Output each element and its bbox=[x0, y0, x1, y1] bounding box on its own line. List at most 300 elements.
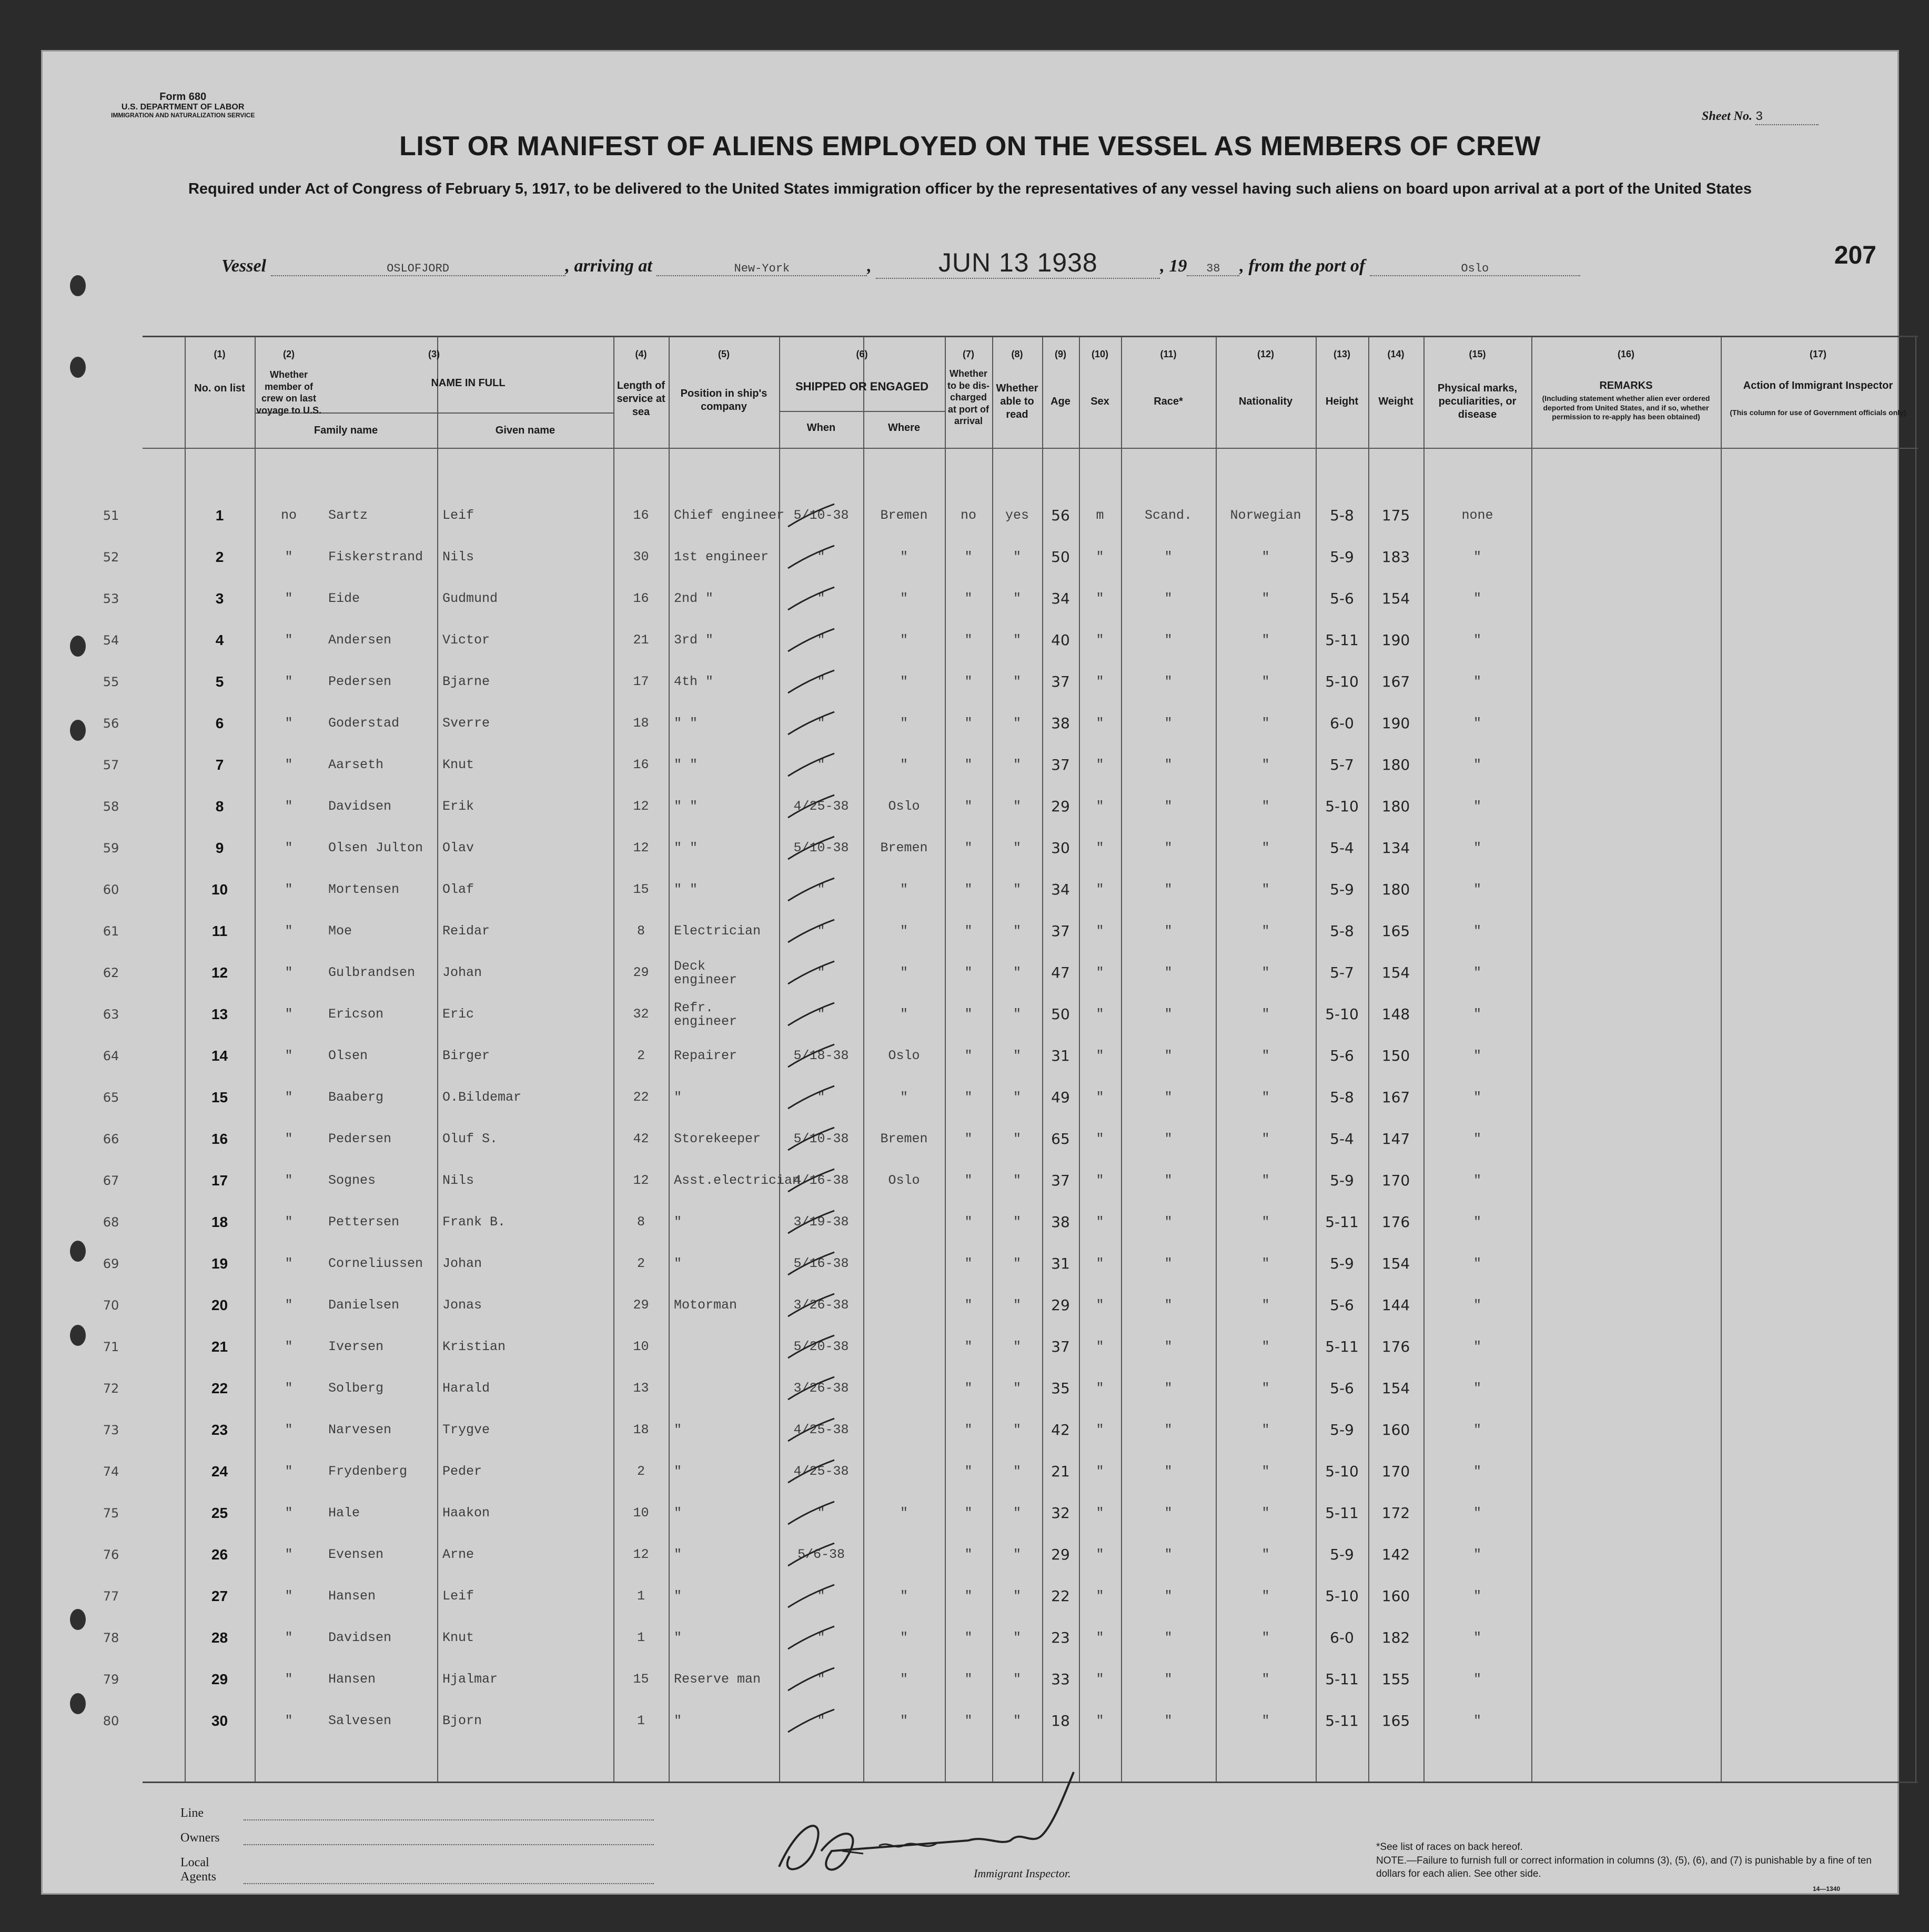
table-row bbox=[103, 1410, 1918, 1451]
cell-no: 26 bbox=[211, 1546, 228, 1563]
check-mark-icon bbox=[787, 1666, 837, 1693]
cell-family: Sartz bbox=[328, 508, 368, 523]
cell-read: " bbox=[1013, 632, 1021, 648]
header-height: Height bbox=[1325, 396, 1359, 407]
cell-height: 5-6 bbox=[1330, 590, 1354, 607]
cell-length: 16 bbox=[633, 508, 649, 523]
header-shipped-engaged: SHIPPED OR ENGAGED bbox=[795, 380, 929, 393]
cell-no: 3 bbox=[215, 590, 224, 607]
cell-weight: 154 bbox=[1381, 590, 1410, 607]
cell-nat: " bbox=[1261, 1630, 1270, 1645]
cell-no: 7 bbox=[215, 757, 224, 773]
header-remarks-note: (Including statement whether alien ever ordered deported from United States, and if so, whether permission to re-apply has been obtained) bbox=[1542, 394, 1710, 421]
cell-read: " bbox=[1013, 1048, 1021, 1063]
header-discharged: Whether to be dis-charged at port of arrival bbox=[947, 368, 989, 426]
cell-length: 12 bbox=[633, 1547, 649, 1562]
cell-height: 5-9 bbox=[1330, 1255, 1354, 1272]
cell-weight: 180 bbox=[1381, 881, 1410, 898]
cell-marks: " bbox=[1473, 1090, 1481, 1105]
cell-length: 29 bbox=[633, 1297, 649, 1313]
cell-when: " bbox=[817, 757, 825, 772]
cell-where bbox=[863, 1534, 945, 1575]
cell-given: Frank B. bbox=[442, 1214, 506, 1230]
cell-family: Davidsen bbox=[328, 1630, 392, 1645]
cell-where: Bremen bbox=[880, 840, 928, 856]
cell-where: " bbox=[900, 1630, 908, 1645]
cell-position: " bbox=[674, 1505, 682, 1521]
cell-nat: " bbox=[1261, 1256, 1270, 1271]
cell-race: " bbox=[1164, 1588, 1173, 1604]
cell-marks: " bbox=[1473, 799, 1481, 814]
cell-weight: 154 bbox=[1381, 964, 1410, 981]
cell-age: 42 bbox=[1051, 1421, 1070, 1438]
cell-no: 27 bbox=[211, 1588, 228, 1604]
page-subtitle: Required under Act of Congress of February 5, 1917, to be delivered to the United States immigration officer by the representatives of any vessel having such aliens on board upon arrival at a port of the United States bbox=[188, 180, 1752, 197]
cell-read: " bbox=[1013, 923, 1021, 939]
cell-member: no bbox=[280, 508, 297, 523]
cell-where: " bbox=[900, 674, 908, 689]
cell-member: " bbox=[285, 674, 293, 689]
table-row bbox=[103, 1243, 1918, 1284]
cell-no: 12 bbox=[211, 964, 228, 981]
cell-sex: m bbox=[1096, 508, 1104, 523]
table-row bbox=[103, 1160, 1918, 1201]
margin-line-number: 64 bbox=[103, 1049, 119, 1063]
cell-weight: 155 bbox=[1381, 1671, 1410, 1688]
margin-line-number: 65 bbox=[103, 1090, 119, 1105]
cell-marks: " bbox=[1473, 1588, 1481, 1604]
cell-read: " bbox=[1013, 1672, 1021, 1687]
cell-position: " bbox=[674, 1713, 682, 1728]
header-where: Where bbox=[887, 422, 921, 434]
cell-sex: " bbox=[1096, 591, 1104, 606]
cell-when: 4/25-38 bbox=[793, 1464, 849, 1479]
cell-marks: " bbox=[1473, 1630, 1481, 1645]
cell-member: " bbox=[285, 1630, 293, 1645]
col-num: (12) bbox=[1257, 349, 1274, 359]
cell-member: " bbox=[285, 716, 293, 731]
margin-line-number: 52 bbox=[103, 550, 119, 565]
cell-family: Andersen bbox=[328, 632, 392, 648]
cell-age: 47 bbox=[1051, 964, 1070, 981]
cell-nat: " bbox=[1261, 1713, 1270, 1728]
margin-line-number: 66 bbox=[103, 1132, 119, 1146]
cell-disch: " bbox=[964, 1339, 973, 1354]
col-num: (5) bbox=[718, 349, 730, 359]
cell-race: " bbox=[1164, 632, 1173, 648]
cell-family: Hansen bbox=[328, 1672, 376, 1687]
manifest-sheet bbox=[41, 50, 1906, 1895]
cell-marks: " bbox=[1473, 1381, 1481, 1396]
form-code: 14—1340 bbox=[1813, 1885, 1841, 1893]
cell-nat: " bbox=[1261, 1339, 1270, 1354]
col-num: (17) bbox=[1809, 349, 1826, 359]
cell-read: " bbox=[1013, 1505, 1021, 1521]
cell-read: " bbox=[1013, 965, 1021, 980]
cell-age: 31 bbox=[1051, 1047, 1070, 1064]
cell-where bbox=[863, 1410, 945, 1451]
cell-given: Olav bbox=[442, 840, 474, 856]
cell-marks: " bbox=[1473, 674, 1481, 689]
cell-given: Haakon bbox=[442, 1505, 490, 1521]
table-row bbox=[103, 578, 1918, 619]
cell-nat: " bbox=[1261, 1214, 1270, 1230]
cell-weight: 176 bbox=[1381, 1338, 1410, 1355]
cell-family: Mortensen bbox=[328, 882, 400, 897]
arriving-label: , arriving at bbox=[565, 256, 652, 276]
cell-where bbox=[863, 1326, 945, 1367]
cell-sex: " bbox=[1096, 1672, 1104, 1687]
cell-height: 5-10 bbox=[1325, 798, 1359, 815]
cell-where: Bremen bbox=[880, 508, 928, 523]
footer-fields bbox=[180, 1806, 654, 1895]
sheet-number-value: 3 bbox=[1755, 110, 1819, 125]
table-row bbox=[103, 1659, 1918, 1700]
cell-age: 37 bbox=[1051, 756, 1070, 773]
cell-family: Frydenberg bbox=[328, 1464, 408, 1479]
cell-family: Pettersen bbox=[328, 1214, 400, 1230]
cell-where: " bbox=[900, 923, 908, 939]
cell-age: 37 bbox=[1051, 922, 1070, 940]
cell-position: Storekeeper bbox=[674, 1131, 761, 1146]
cell-weight: 180 bbox=[1381, 798, 1410, 815]
cell-sex: " bbox=[1096, 965, 1104, 980]
punch-hole bbox=[70, 357, 86, 378]
cell-marks: " bbox=[1473, 882, 1481, 897]
cell-member: " bbox=[285, 1713, 293, 1728]
margin-line-number: 77 bbox=[103, 1589, 119, 1604]
cell-no: 14 bbox=[211, 1048, 228, 1064]
cell-read: " bbox=[1013, 1381, 1021, 1396]
cell-length: 13 bbox=[633, 1381, 649, 1396]
cell-height: 6-0 bbox=[1330, 715, 1354, 732]
cell-given: Victor bbox=[442, 632, 490, 648]
cell-when: " bbox=[817, 882, 825, 897]
cell-height: 5-9 bbox=[1330, 1421, 1354, 1438]
cell-where: Oslo bbox=[888, 1173, 920, 1188]
cell-family: Evensen bbox=[328, 1547, 384, 1562]
cell-no: 9 bbox=[215, 840, 224, 856]
check-mark-icon bbox=[787, 1500, 837, 1526]
cell-position: Motorman bbox=[674, 1297, 738, 1313]
cell-length: 18 bbox=[633, 716, 649, 731]
cell-height: 5-11 bbox=[1325, 631, 1359, 649]
cell-when: 3/19-38 bbox=[793, 1214, 849, 1230]
cell-given: Erik bbox=[442, 799, 474, 814]
cell-read: " bbox=[1013, 549, 1021, 565]
cell-position: " bbox=[674, 1588, 682, 1604]
cell-family: Ericson bbox=[328, 1007, 384, 1022]
cell-weight: 167 bbox=[1381, 1089, 1410, 1106]
cell-age: 23 bbox=[1051, 1629, 1070, 1646]
cell-length: 12 bbox=[633, 840, 649, 856]
cell-no: 5 bbox=[215, 673, 224, 690]
cell-disch: " bbox=[964, 1422, 973, 1437]
cell-read: " bbox=[1013, 757, 1021, 772]
cell-disch: no bbox=[960, 508, 976, 523]
margin-line-number: 67 bbox=[103, 1173, 119, 1188]
cell-position: " " bbox=[674, 716, 698, 731]
cell-when: 5/6-38 bbox=[797, 1547, 845, 1562]
cell-marks: none bbox=[1461, 508, 1493, 523]
cell-age: 35 bbox=[1051, 1380, 1070, 1397]
cell-marks: " bbox=[1473, 1048, 1481, 1063]
cell-height: 5-9 bbox=[1330, 1546, 1354, 1563]
check-mark-icon bbox=[787, 1209, 837, 1235]
cell-race: " bbox=[1164, 1048, 1173, 1063]
col-num: (11) bbox=[1160, 349, 1177, 359]
service-name: IMMIGRATION AND NATURALIZATION SERVICE bbox=[111, 111, 255, 119]
cell-race: " bbox=[1164, 1422, 1173, 1437]
check-mark-icon bbox=[787, 1043, 837, 1069]
table-row bbox=[103, 620, 1918, 661]
cell-length: 2 bbox=[637, 1048, 645, 1063]
cell-nat: " bbox=[1261, 1048, 1270, 1063]
cell-race: " bbox=[1164, 1173, 1173, 1188]
cell-position: " bbox=[674, 1090, 682, 1105]
cell-position: " bbox=[674, 1256, 682, 1271]
cell-disch: " bbox=[964, 923, 973, 939]
cell-family: Iversen bbox=[328, 1339, 384, 1354]
cell-no: 30 bbox=[211, 1713, 228, 1729]
margin-line-number: 80 bbox=[103, 1714, 119, 1728]
margin-line-number: 53 bbox=[103, 591, 119, 606]
cell-sex: " bbox=[1096, 1713, 1104, 1728]
cell-no: 6 bbox=[215, 715, 224, 731]
cell-nat: " bbox=[1261, 549, 1270, 565]
cell-weight: 160 bbox=[1381, 1587, 1410, 1605]
cell-disch: " bbox=[964, 840, 973, 856]
cell-where: " bbox=[900, 1588, 908, 1604]
check-mark-icon bbox=[787, 1417, 837, 1443]
table-row bbox=[103, 911, 1918, 952]
margin-line-number: 59 bbox=[103, 841, 119, 856]
cell-disch: " bbox=[964, 1173, 973, 1188]
footer-notes bbox=[1376, 1840, 1881, 1881]
year-value: 38 bbox=[1187, 262, 1239, 276]
cell-sex: " bbox=[1096, 1090, 1104, 1105]
col-num: (3) bbox=[428, 349, 440, 359]
cell-disch: " bbox=[964, 1297, 973, 1313]
cell-nat: " bbox=[1261, 1672, 1270, 1687]
cell-weight: 165 bbox=[1381, 922, 1410, 940]
cell-nat: " bbox=[1261, 716, 1270, 731]
cell-where: Bremen bbox=[880, 1131, 928, 1146]
cell-sex: " bbox=[1096, 1214, 1104, 1230]
check-mark-icon bbox=[787, 1375, 837, 1402]
cell-age: 29 bbox=[1051, 1296, 1070, 1314]
cell-sex: " bbox=[1096, 632, 1104, 648]
cell-weight: 142 bbox=[1381, 1546, 1410, 1563]
check-mark-icon bbox=[787, 1625, 837, 1651]
sheet-number-label: Sheet No. bbox=[1702, 109, 1752, 123]
cell-read: " bbox=[1013, 799, 1021, 814]
margin-line-number: 74 bbox=[103, 1464, 119, 1479]
cell-where bbox=[863, 1243, 945, 1284]
cell-length: 12 bbox=[633, 1173, 649, 1188]
form-number: Form 680 bbox=[159, 91, 207, 103]
cell-length: 2 bbox=[637, 1256, 645, 1271]
cell-member: " bbox=[285, 757, 293, 772]
cell-where: " bbox=[900, 591, 908, 606]
check-mark-icon bbox=[787, 1708, 837, 1734]
punch-hole bbox=[70, 275, 86, 296]
cell-length: 15 bbox=[633, 882, 649, 897]
cell-when: 5/10-38 bbox=[793, 840, 849, 856]
table-row bbox=[103, 1035, 1918, 1076]
cell-no: 10 bbox=[211, 881, 228, 898]
line-field[interactable] bbox=[244, 1819, 654, 1820]
cell-sex: " bbox=[1096, 1173, 1104, 1188]
from-port: Oslo bbox=[1370, 262, 1580, 276]
cell-height: 5-6 bbox=[1330, 1047, 1354, 1064]
cell-disch: " bbox=[964, 716, 973, 731]
cell-marks: " bbox=[1473, 840, 1481, 856]
cell-family: Salvesen bbox=[328, 1713, 392, 1728]
cell-when: " bbox=[817, 1713, 825, 1728]
cell-family: Davidsen bbox=[328, 799, 392, 814]
cell-race: " bbox=[1164, 1256, 1173, 1271]
cell-where bbox=[863, 1202, 945, 1243]
cell-no: 4 bbox=[215, 632, 224, 648]
cell-when: 5/10-38 bbox=[793, 1131, 849, 1146]
punch-hole bbox=[70, 1325, 86, 1346]
cell-disch: " bbox=[964, 1464, 973, 1479]
cell-height: 5-11 bbox=[1325, 1671, 1359, 1688]
col-num: (6) bbox=[856, 349, 868, 359]
cell-weight: 170 bbox=[1381, 1172, 1410, 1189]
cell-race: " bbox=[1164, 1007, 1173, 1022]
cell-length: 42 bbox=[633, 1131, 649, 1146]
cell-sex: " bbox=[1096, 799, 1104, 814]
owners-field[interactable] bbox=[244, 1844, 654, 1845]
table-row bbox=[103, 1493, 1918, 1534]
cell-position: 4th " bbox=[674, 674, 714, 689]
cell-sex: " bbox=[1096, 1339, 1104, 1354]
table-row bbox=[103, 703, 1918, 744]
cell-age: 37 bbox=[1051, 1172, 1070, 1189]
cell-no: 23 bbox=[211, 1422, 228, 1438]
cell-when: " bbox=[817, 923, 825, 939]
cell-sex: " bbox=[1096, 1422, 1104, 1437]
margin-line-number: 70 bbox=[103, 1298, 119, 1313]
cell-height: 5-6 bbox=[1330, 1296, 1354, 1314]
cell-disch: " bbox=[964, 1007, 973, 1022]
cell-no: 19 bbox=[211, 1255, 228, 1272]
check-mark-icon bbox=[787, 793, 837, 820]
cell-disch: " bbox=[964, 1131, 973, 1146]
check-mark-icon bbox=[787, 752, 837, 778]
header-weight: Weight bbox=[1378, 396, 1413, 407]
cell-no: 17 bbox=[211, 1172, 228, 1189]
cell-when: 4/25-38 bbox=[793, 799, 849, 814]
cell-where: " bbox=[900, 965, 908, 980]
cell-weight: 147 bbox=[1381, 1130, 1410, 1148]
cell-family: Sognes bbox=[328, 1173, 376, 1188]
cell-race: " bbox=[1164, 1339, 1173, 1354]
cell-disch: " bbox=[964, 799, 973, 814]
check-mark-icon bbox=[787, 918, 837, 944]
punch-hole bbox=[70, 1609, 86, 1630]
cell-member: " bbox=[285, 1173, 293, 1188]
cell-marks: " bbox=[1473, 591, 1481, 606]
cell-disch: " bbox=[964, 1048, 973, 1063]
cell-race: " bbox=[1164, 549, 1173, 565]
margin-line-number: 73 bbox=[103, 1423, 119, 1437]
cell-member: " bbox=[285, 1422, 293, 1437]
cell-nat: " bbox=[1261, 1131, 1270, 1146]
cell-weight: 134 bbox=[1381, 839, 1410, 857]
table-row bbox=[103, 495, 1918, 536]
cell-sex: " bbox=[1096, 1256, 1104, 1271]
table-row bbox=[103, 786, 1918, 827]
cell-given: Olaf bbox=[442, 882, 474, 897]
cell-disch: " bbox=[964, 1381, 973, 1396]
cell-position: Electrician bbox=[674, 923, 761, 939]
header-able-to-read: Whether able to read bbox=[996, 383, 1038, 420]
cell-sex: " bbox=[1096, 674, 1104, 689]
cell-height: 5-11 bbox=[1325, 1213, 1359, 1231]
cell-when: " bbox=[817, 1672, 825, 1687]
cell-marks: " bbox=[1473, 716, 1481, 731]
cell-member: " bbox=[285, 1090, 293, 1105]
table-row bbox=[103, 952, 1918, 993]
cell-height: 5-10 bbox=[1325, 1005, 1359, 1023]
cell-nat: " bbox=[1261, 840, 1270, 856]
col-num: (9) bbox=[1055, 349, 1066, 359]
col-num: (14) bbox=[1387, 349, 1405, 359]
cell-nat: " bbox=[1261, 882, 1270, 897]
check-mark-icon bbox=[787, 1126, 837, 1152]
header-race: Race* bbox=[1154, 396, 1183, 407]
margin-line-number: 57 bbox=[103, 758, 119, 772]
cell-member: " bbox=[285, 549, 293, 565]
cell-where: " bbox=[900, 1713, 908, 1728]
cell-race: " bbox=[1164, 1381, 1173, 1396]
cell-sex: " bbox=[1096, 1007, 1104, 1022]
table-row bbox=[103, 1202, 1918, 1243]
year-label: , 19 bbox=[1160, 256, 1187, 276]
cell-when: " bbox=[817, 674, 825, 689]
cell-member: " bbox=[285, 1339, 293, 1354]
header-sex: Sex bbox=[1090, 396, 1109, 407]
cell-read: " bbox=[1013, 1090, 1021, 1105]
cell-height: 5-4 bbox=[1330, 839, 1354, 857]
cell-marks: " bbox=[1473, 632, 1481, 648]
cell-given: Peder bbox=[442, 1464, 482, 1479]
cell-sex: " bbox=[1096, 1464, 1104, 1479]
cell-length: 32 bbox=[633, 1007, 649, 1022]
cell-sex: " bbox=[1096, 549, 1104, 565]
form-identifier bbox=[111, 91, 255, 119]
agents-field[interactable] bbox=[244, 1883, 654, 1884]
cell-height: 5-6 bbox=[1330, 1380, 1354, 1397]
cell-length: 10 bbox=[633, 1339, 649, 1354]
cell-race: " bbox=[1164, 716, 1173, 731]
header-age: Age bbox=[1051, 396, 1070, 407]
header-nationality: Nationality bbox=[1238, 396, 1293, 407]
cell-read: " bbox=[1013, 1339, 1021, 1354]
check-mark-icon bbox=[787, 877, 837, 903]
cell-no: 29 bbox=[211, 1671, 228, 1687]
cell-no: 22 bbox=[211, 1380, 228, 1396]
cell-when: " bbox=[817, 965, 825, 980]
cell-position: " " bbox=[674, 757, 698, 772]
cell-given: Bjorn bbox=[442, 1713, 482, 1728]
cell-member: " bbox=[285, 1297, 293, 1313]
cell-position: Chief engineer bbox=[674, 508, 785, 523]
cell-family: Eide bbox=[328, 591, 360, 606]
